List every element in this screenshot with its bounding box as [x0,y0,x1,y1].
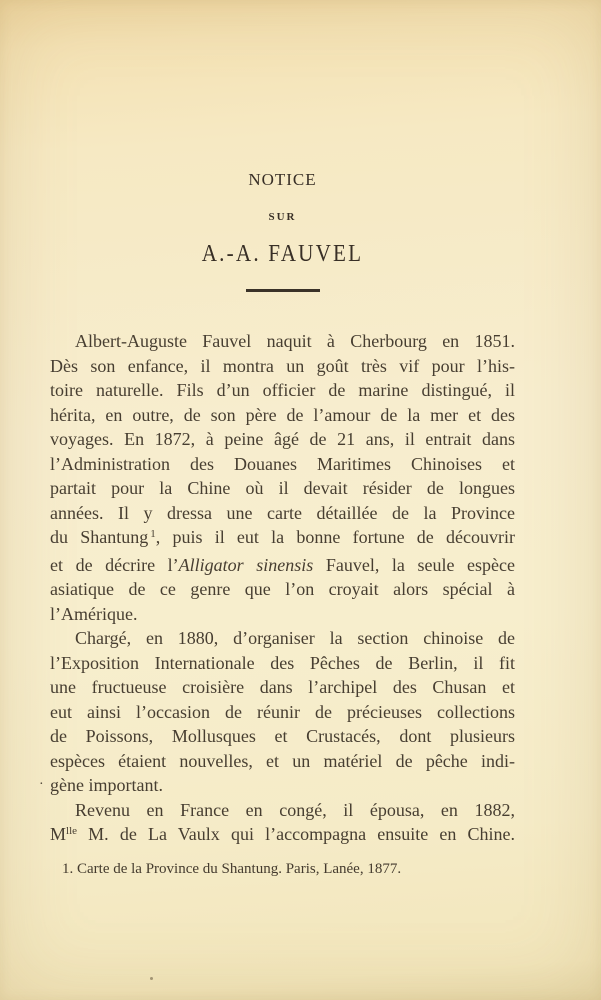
sur-subheading: SUR [268,211,297,223]
text-line [50,525,515,553]
notice-heading: NOTICE [248,170,317,189]
text-segment: du Shantung [50,527,149,547]
text-line: Albert-Auguste Fauvel naquit à Cherbourg en 1851. [75,331,515,351]
text-line: hérita, en outre, de son père de l’amour de la mer et des [50,404,515,425]
divider-rule [246,289,320,292]
text-line: toire naturelle. Fils d’un officier de marine distingué, il [50,380,515,400]
text-line: asiatique de ce genre que l’on croyait alors spécial à [50,579,515,599]
text-line: voyages. En 1872, à peine âgé de 21 ans, il entrait dans [50,429,515,449]
text-line: années. Il y dressa une carte détaillée de la Province [50,502,515,523]
scan-speck [150,977,153,980]
text-line: Revenu en France en congé, il épousa, en 1882, [75,799,515,820]
text-line: eut ainsi l’occasion de réunir de précieuses collections [50,701,515,722]
text-line: Dès son enfance, il montra un goût très vif pour l’his- [50,355,515,376]
text-line: l’Exposition Internationale des Pêches de Berlin, il fit [50,652,515,673]
footnote: 1. Carte de la Province du Shantung. Paris, Lanée, 1877. [62,861,402,877]
text-line: une fructueuse croisière dans l’archipel des Chusan et [50,677,515,697]
text-segment: M. de La Vaulx qui l’accompagna ensuite en Chine. [77,824,515,844]
text-segment: gène important. [50,775,163,795]
text-line: partait pour la Chine où il devait résider de longues [50,478,515,498]
text-line [50,553,515,578]
text-line: Chargé, en 1880, d’organiser la section chinoise de [75,628,515,648]
text-line: l’Administration des Douanes Maritimes Chinoises et [50,453,515,474]
text-segment: Fauvel, la seule espèce [313,554,515,575]
stray-ink-mark: · [39,777,44,792]
body-text [39,329,515,850]
mademoiselle-superscript: lle [66,825,78,837]
text-line [39,773,515,798]
author-title: A.-A. FAUVEL [201,241,364,267]
text-segment: et de décrire l’ [50,554,179,575]
text-line: de Poissons, Mollusques et Crustacés, dont plusieurs [50,726,515,746]
text-line [50,822,515,850]
text-line: l’Amérique. [50,603,138,624]
species-name: Alligator sinensis [178,554,314,575]
title-block [50,170,515,292]
footnote-marker: 1 [150,528,156,540]
text-segment: M [50,824,67,844]
text-line: espèces étaient nouvelles, et un matériel de pêche indi- [50,750,515,771]
text-segment: , puis il eut la bonne fortune de découvrir [155,527,515,547]
